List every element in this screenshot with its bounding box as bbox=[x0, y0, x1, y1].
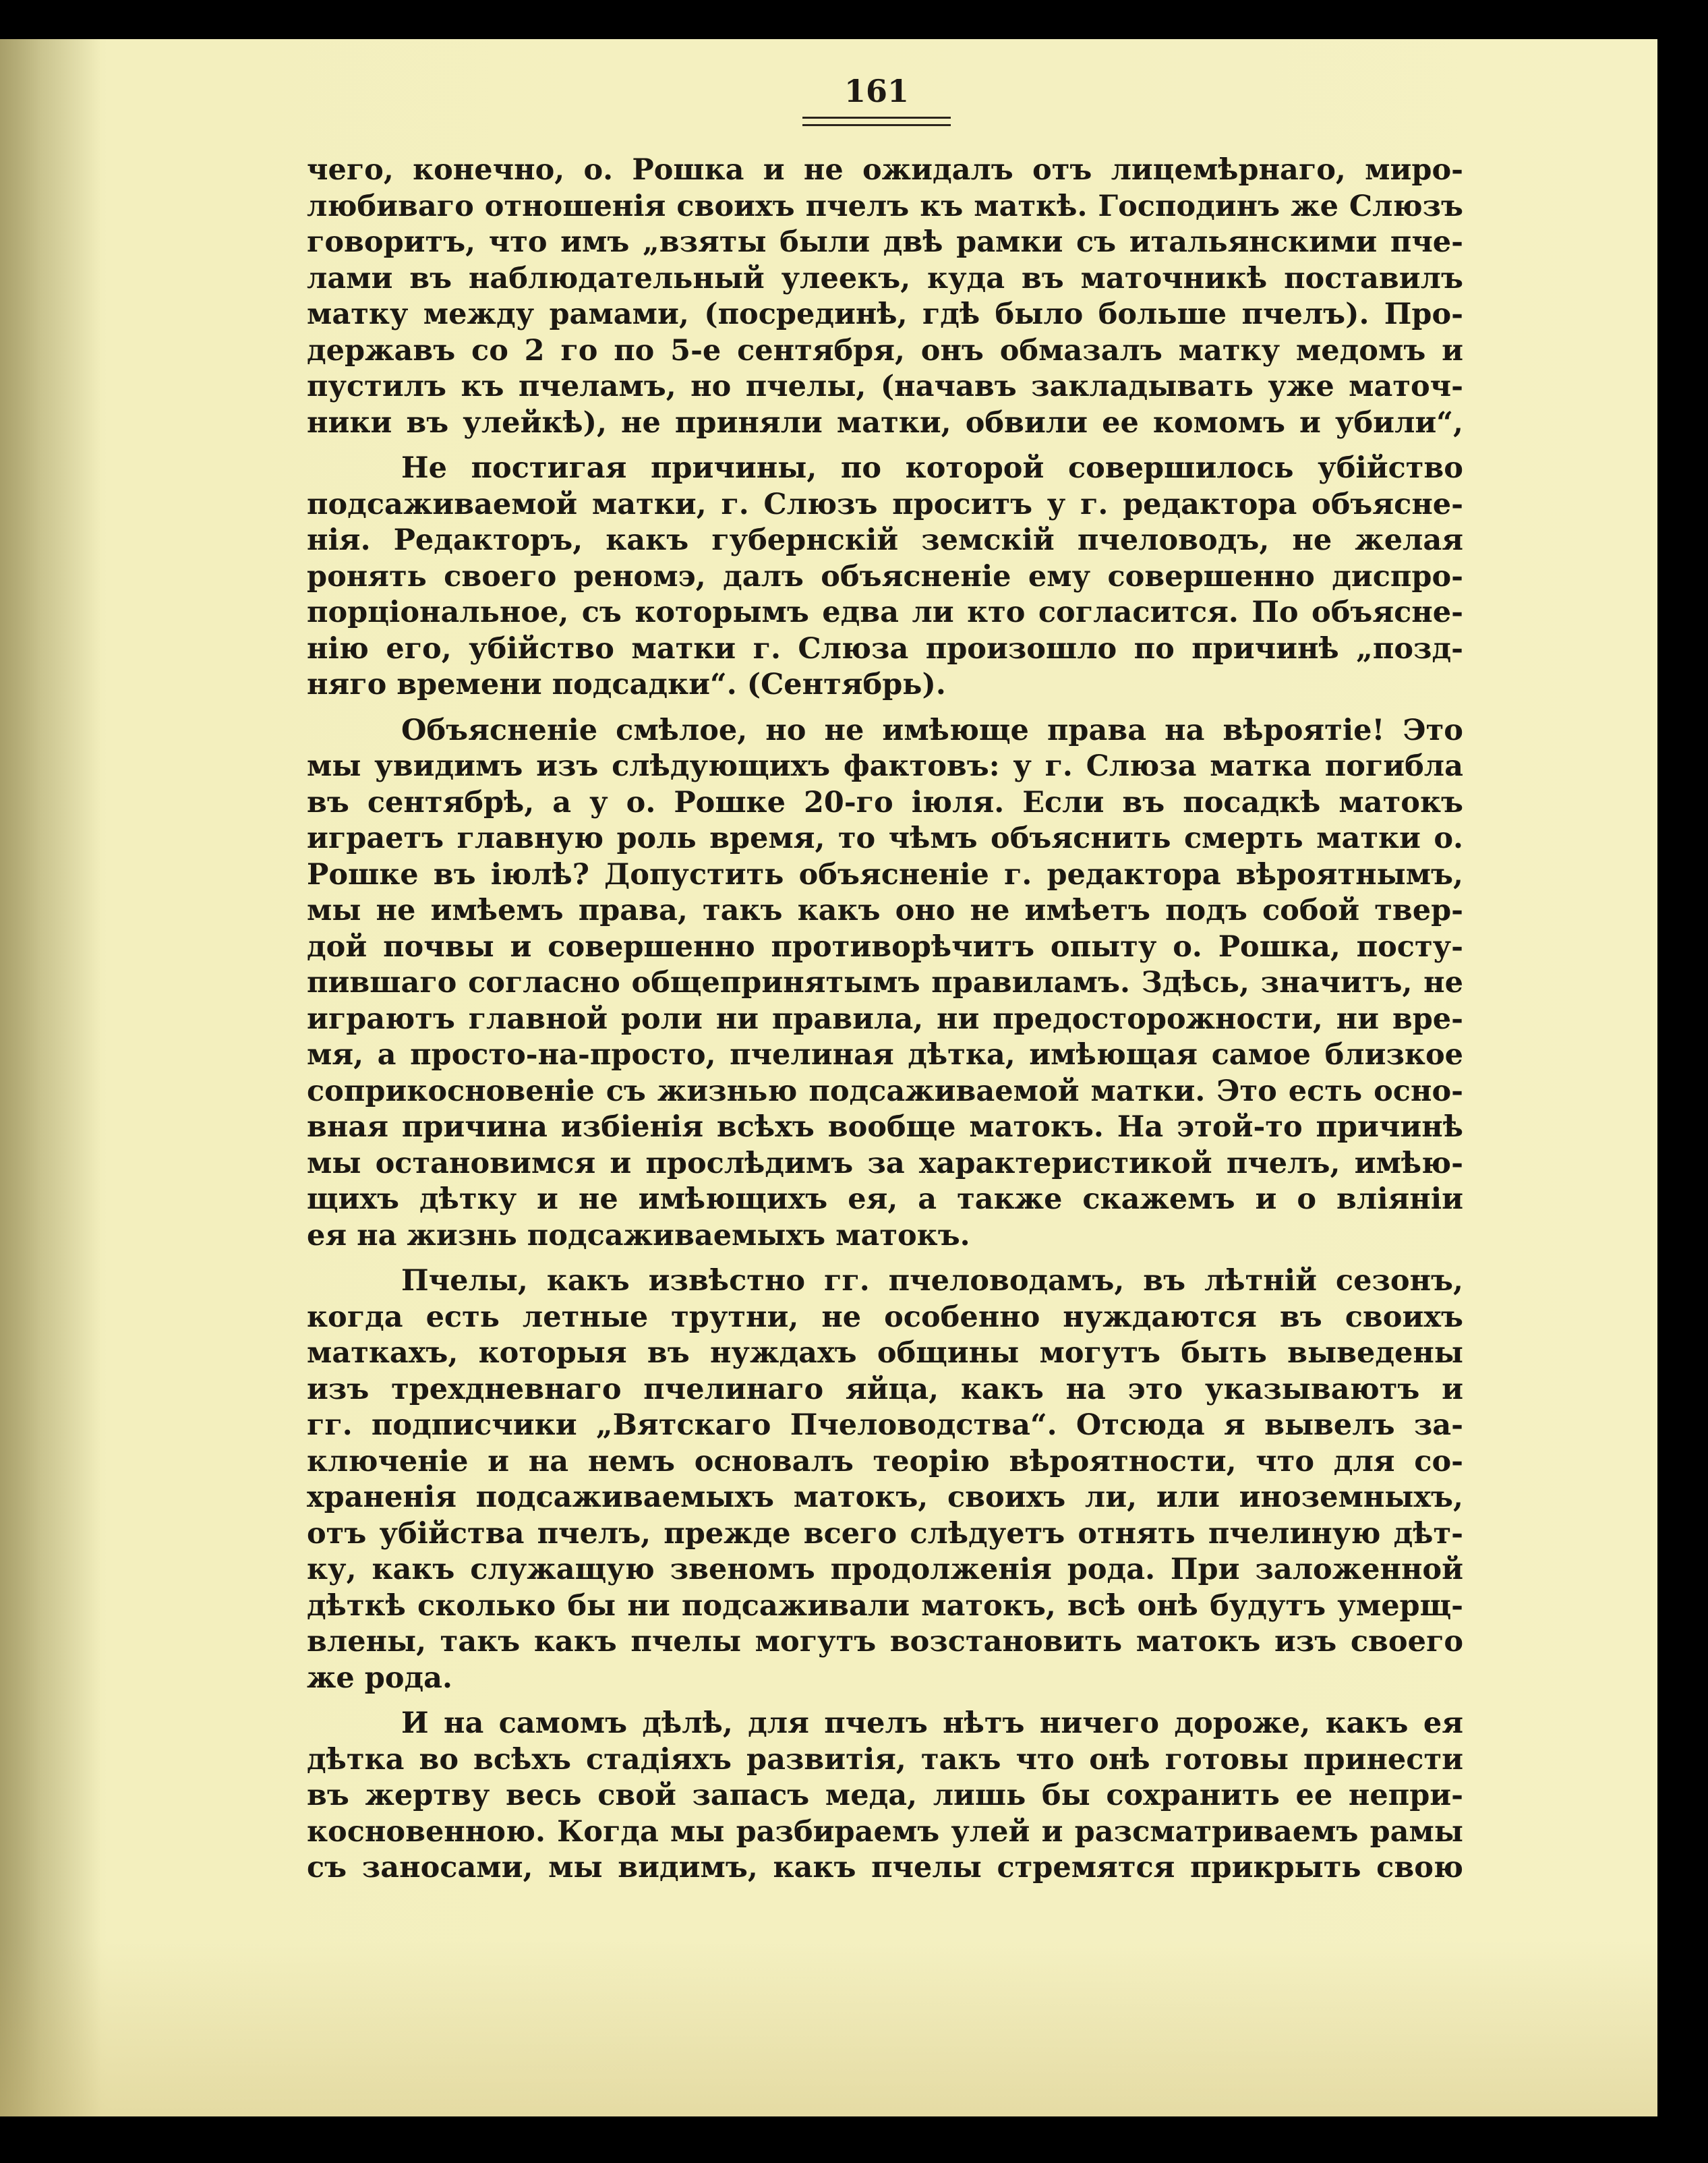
paragraph-4 bbox=[307, 1263, 1463, 1696]
text-line: дой почвы и совершенно противорѣчитъ опыту о. Рошка, посту- bbox=[307, 929, 1463, 964]
text-line: дѣткѣ сколько бы ни подсаживали матокъ, всѣ онѣ будутъ умерщ- bbox=[307, 1588, 1463, 1623]
text-line: Объясненіе смѣлое, но не имѣюще права на вѣроятіе! Это bbox=[401, 713, 1463, 747]
text-line: играютъ главной роли ни правила, ни предосторожности, ни вре- bbox=[307, 1002, 1463, 1036]
paragraph-5 bbox=[307, 1706, 1463, 1886]
text-line: маткахъ, которыя въ нуждахъ общины могутъ быть выведены bbox=[307, 1336, 1463, 1370]
text-line: же рода. bbox=[307, 1661, 452, 1695]
text-line: щихъ дѣтку и не имѣющихъ ея, а также скажемъ и о вліяніи bbox=[307, 1182, 1463, 1216]
text-line: храненія подсаживаемыхъ матокъ, своихъ ли, или иноземныхъ, bbox=[307, 1480, 1463, 1514]
text-line: соприкосновеніе съ жизнью подсаживаемой матки. Это есть осно- bbox=[307, 1074, 1463, 1108]
page-number-rule bbox=[802, 117, 951, 126]
paper-stain bbox=[0, 1941, 1657, 2116]
text-line: гг. подписчики „Вятскаго Пчеловодства“. Отсюда я вывелъ за- bbox=[307, 1408, 1463, 1442]
text-line: подсаживаемой матки, г. Слюзъ проситъ у г. редактора объясне- bbox=[307, 487, 1463, 521]
text-line: ея на жизнь подсаживаемыхъ матокъ. bbox=[307, 1218, 970, 1252]
paragraph-1 bbox=[307, 152, 1463, 441]
page-number: 161 bbox=[844, 73, 910, 109]
paragraph-3 bbox=[307, 713, 1463, 1254]
text-line: отъ убійства пчелъ, прежде всего слѣдуетъ отнять пчелиную дѣт- bbox=[307, 1516, 1463, 1551]
text-line: въ жертву весь свой запасъ меда, лишь бы сохранить ее непри- bbox=[307, 1779, 1463, 1812]
text-line: пустилъ къ пчеламъ, но пчелы, (начавъ закладывать уже маточ- bbox=[307, 370, 1463, 403]
text-line: влены, такъ какъ пчелы могутъ возстановить матокъ изъ своего bbox=[307, 1625, 1463, 1659]
text-line: когда есть летные трутни, не особенно нуждаются въ своихъ bbox=[307, 1300, 1463, 1334]
text-line: говоритъ, что имъ „взяты были двѣ рамки съ итальянскими пче- bbox=[307, 225, 1463, 259]
paragraph-2 bbox=[307, 451, 1463, 703]
text-line: державъ со 2 го по 5-е сентября, онъ обмазалъ матку медомъ и bbox=[307, 333, 1463, 368]
gutter-shadow bbox=[0, 39, 101, 2116]
text-line: ронять своего реномэ, далъ объясненіе ему совершенно диспро- bbox=[307, 559, 1463, 594]
text-line: нію его, убійство матки г. Слюза произошло по причинѣ „позд- bbox=[307, 631, 1463, 666]
text-line: мя, а просто-на-просто, пчелиная дѣтка, имѣющая самое близкое bbox=[307, 1038, 1463, 1072]
text-line: ники въ улейкѣ), не приняли матки, обвили ее комомъ и убили“, bbox=[307, 405, 1463, 440]
text-line: И на самомъ дѣлѣ, для пчелъ нѣтъ ничего дороже, какъ ея bbox=[401, 1706, 1463, 1740]
text-line: лами въ наблюдательный улеекъ, куда въ маточникѣ поставилъ bbox=[307, 261, 1463, 295]
text-line: любиваго отношенія своихъ пчелъ къ маткѣ. Господинъ же Слюзъ bbox=[307, 189, 1463, 223]
text-line: Пчелы, какъ извѣстно гг. пчеловодамъ, въ лѣтній сезонъ, bbox=[401, 1264, 1463, 1298]
text-line: Не постигая причины, по которой совершилось убійство bbox=[401, 451, 1463, 485]
text-line: порціональное, съ которымъ едва ли кто согласится. По объясне- bbox=[307, 596, 1463, 629]
text-line: изъ трехдневнаго пчелинаго яйца, какъ на это указываютъ и bbox=[307, 1372, 1463, 1406]
text-line: чего, конечно, о. Рошка и не ожидалъ отъ лицемѣрнаго, миро- bbox=[307, 153, 1463, 187]
text-line: няго времени подсадки“. (Сентябрь). bbox=[307, 668, 946, 701]
body-text bbox=[307, 152, 1463, 1896]
text-line: съ заносами, мы видимъ, какъ пчелы стремятся прикрыть свою bbox=[307, 1851, 1463, 1884]
text-line: нія. Редакторъ, какъ губернскій земскій пчеловодъ, не желая bbox=[307, 523, 1463, 557]
text-line: мы остановимся и прослѣдимъ за характеристикой пчелъ, имѣю- bbox=[307, 1146, 1463, 1180]
text-line: ку, какъ служащую звеномъ продолженія рода. При заложенной bbox=[307, 1553, 1463, 1586]
text-line: въ сентябрѣ, а у о. Рошке 20-го іюля. Если въ посадкѣ матокъ bbox=[307, 785, 1463, 819]
text-line: матку между рамами, (посрединѣ, гдѣ было больше пчелъ). Про- bbox=[307, 297, 1463, 331]
text-line: мы не имѣемъ права, такъ какъ оно не имѣетъ подъ собой твер- bbox=[307, 894, 1463, 927]
text-line: вная причина избіенія всѣхъ вообще матокъ. На этой-то причинѣ bbox=[307, 1110, 1463, 1144]
text-line: косновенною. Когда мы разбираемъ улей и разсматриваемъ рамы bbox=[307, 1814, 1463, 1849]
text-line: дѣтка во всѣхъ стадіяхъ развитія, такъ что онѣ готовы принести bbox=[307, 1742, 1463, 1777]
text-line: играетъ главную роль время, то чѣмъ объяснить смерть матки о. bbox=[307, 821, 1463, 855]
text-line: пившаго согласно общепринятымъ правиламъ. Здѣсь, значитъ, не bbox=[307, 966, 1463, 1000]
text-line: ключеніе и на немъ основалъ теорію вѣроятности, что для со- bbox=[307, 1444, 1463, 1478]
text-line: мы увидимъ изъ слѣдующихъ фактовъ: у г. Слюза матка погибла bbox=[307, 749, 1463, 783]
book-page bbox=[0, 39, 1657, 2116]
text-line: Рошке въ іюлѣ? Допустить объясненіе г. редактора вѣроятнымъ, bbox=[307, 857, 1463, 892]
